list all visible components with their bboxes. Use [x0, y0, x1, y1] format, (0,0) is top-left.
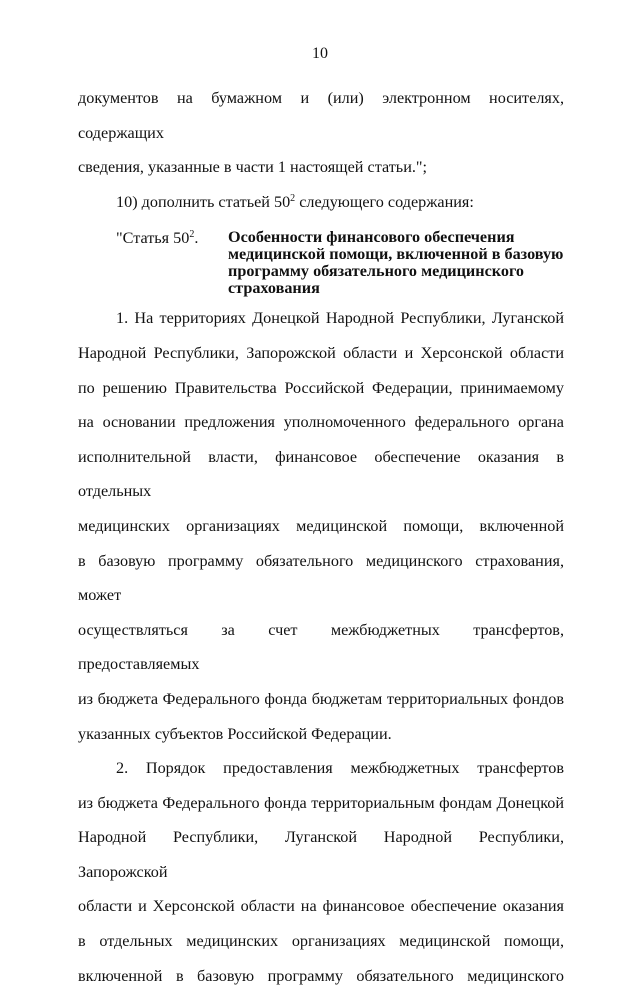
page-number: 10	[312, 45, 328, 62]
paragraph-1	[78, 301, 564, 751]
text-line: исполнительной власти, финансовое обеспечение оказания в отдельных	[78, 447, 564, 501]
superscript: 2	[189, 229, 195, 241]
paragraph-2	[78, 751, 564, 993]
text-line: в отдельных медицинских организациях медицинской помощи,	[78, 932, 564, 951]
article-number	[78, 229, 228, 297]
text-line: Народной Республики, Запорожской области и Херсонской области	[78, 343, 564, 362]
article-number-tail: .	[194, 229, 199, 248]
text-line: осуществляться за счет межбюджетных трансфертов, предоставляемых	[78, 620, 564, 674]
amendment-line	[78, 185, 564, 220]
text-line: медицинских организациях медицинской помощи, включенной	[78, 516, 564, 535]
superscript: 2	[290, 192, 296, 204]
text-line: из бюджета Федерального фонда территориальным фондам Донецкой	[78, 793, 564, 812]
text-line: области и Херсонской области на финансовое обеспечение оказания	[78, 897, 564, 916]
text-line: по решению Правительства Российской Федерации, принимаемому	[78, 378, 564, 397]
text-line: из бюджета Федерального фонда бюджетам территориальных фондов	[78, 689, 564, 708]
text-line: включенной в базовую программу обязательного медицинского	[78, 966, 564, 985]
text-line: Народной Республики, Луганской Народной Республики, Запорожской	[78, 828, 564, 881]
amendment-text: 10) дополнить статьей 50	[116, 192, 291, 211]
text-line: в базовую программу обязательного медицинского страхования, может	[78, 551, 564, 605]
document-body	[78, 81, 564, 993]
text-line: указанных субъектов Российской Федерации.	[78, 724, 392, 743]
text-line: сведения, указанные в части 1 настоящей статьи.";	[78, 158, 428, 177]
text-line: документов на бумажном и (или) электронном носителях, содержащих	[78, 89, 564, 142]
article-title: Особенности финансового обеспечения медицинской помощи, включенной в базовую программу обязательного медицинского страхования	[228, 228, 564, 298]
article-heading	[78, 219, 564, 301]
amendment-text-tail: следующего содержания:	[295, 192, 474, 211]
article-number-text: "Статья 50	[116, 229, 190, 248]
text-line: на основании предложения уполномоченного федерального органа	[78, 413, 564, 432]
text-line: 1. На территориях Донецкой Народной Республики, Луганской	[116, 309, 564, 328]
text-line: 2. Порядок предоставления межбюджетных трансфертов	[116, 759, 564, 778]
